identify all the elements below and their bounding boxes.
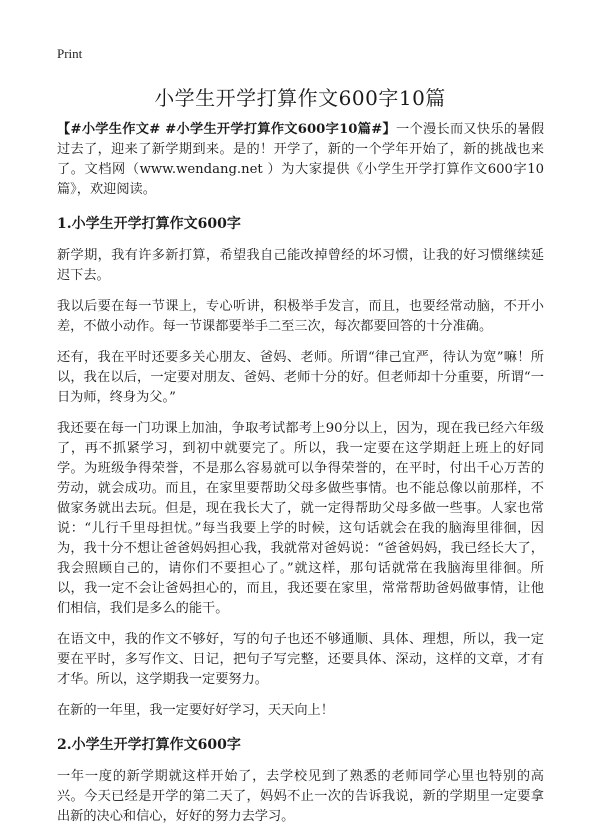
print-link[interactable]: Print [57,46,83,61]
section-paragraph: 在新的一年里，我一定要好好学习，天天向上！ [57,703,334,718]
section-heading: 1.小学生开学打算作文600字 [57,216,241,232]
section-paragraph: 我以后要在每一节课上，专心听讲，积极举手发言，而且，也要经常动脑，不开小差，不做小动作。每一节课都要举手二至三次，每次都要回答的十分准确。 [57,299,544,334]
section-paragraph: 我还要在每一门功课上加油，争取考试都考上90分以上，因为，现在我已经六年级了，再不抓紧学习，到初中就要完了。所以，我一定要在这学期赶上班上的好同学。为班级争得荣誉，不是那么容易就可以争得荣誉的，在平时，付出千心万苦的劳动，就会成功。而且，在家里要帮助父母多做些事情。也不能总像以前那样，不做家务就出去玩。但是，现在我长大了，就一定得帮助父母多做一些事。人家也常说：“儿行千里母担忧。”每当我要上学的时候，这句话就会在我的脑海里徘徊，因为，我十分不想让爸爸妈妈担心我，我就常对爸妈说：“爸爸妈妈，我已经长大了，我会照顾自己的，请你们不要担心了。”就这样，那句话就常在我脑海里徘徊。所以，我一定不会让爸妈担心的，而且，我还要在家里，常常帮助爸妈做事情，让他们相信，我们是多么的能干。 [57,421,544,616]
section-paragraph: 新学期，我有许多新打算，希望我自己能改掉曾经的坏习惯，让我的好习惯继续延迟下去。 [57,248,544,283]
section-paragraph: 还有，我在平时还要多关心朋友、爸妈、老师。所谓“律己宜严，待认为宽”嘛！所以，我在以后，一定要对朋友、爸妈、老师十分的好。但老师却十分重要，所谓“一日为师，终身为父。” [57,350,544,405]
section-heading: 2.小学生开学打算作文600字 [57,737,241,753]
section-paragraph: 在语文中，我的作文不够好，写的句子也还不够通顺、具体、理想，所以，我一定要在平时，多写作文、日记，把句子写完整，还要具体、深动，这样的文章，才有才华。所以，这学期我一定要努力。 [57,632,544,687]
article-body [57,120,544,838]
page-title: 小学生开学打算作文600字10篇 [154,86,446,110]
intro-paragraph [57,120,544,200]
intro-tag: 【#小学生作文# #小学生开学打算作文600字10篇#】 [57,122,397,137]
section-paragraph: 一年一度的新学期就这样开始了，去学校见到了熟悉的老师同学心里也特别的高兴。今天已经是开学的第二天了，妈妈不止一次的告诉我说，新的学期里一定要拿出新的决心和信心，好好的努力去学习。 [57,769,544,824]
intro-text: 一个漫长而又快乐的暑假过去了，迎来了新学期到来。是的！开学了，新的一个学年开始了，新的挑战也来了。文档网（www.wendang.net ）为大家提供《小学生开学打算作文600字10篇》，欢迎阅读。 [57,122,545,197]
